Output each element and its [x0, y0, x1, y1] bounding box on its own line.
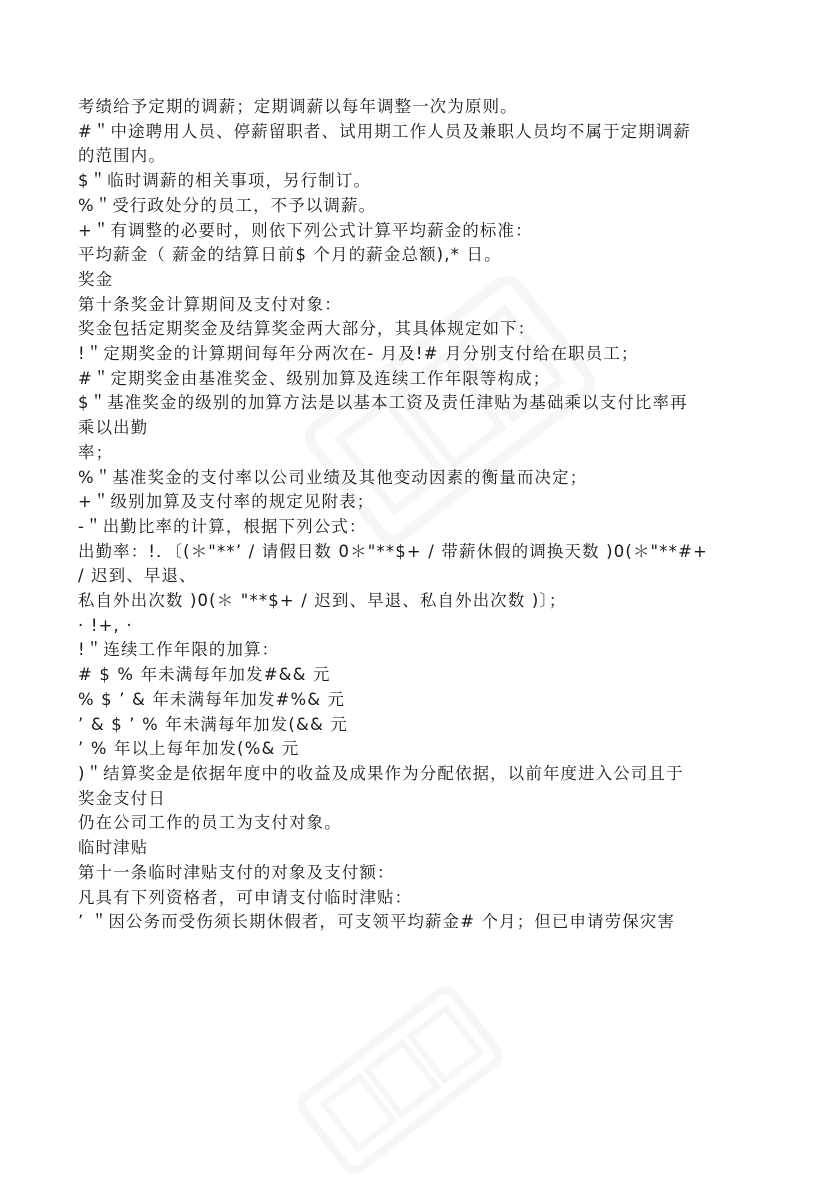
article-heading: 第十条奖金计算期间及支付对象： [78, 294, 342, 314]
text-line: %＂受行政处分的员工，不予以调薪。 [78, 195, 377, 215]
formula-line: 出勤率：!．〔(＊"**’ / 请假日数 0＊"**$+ / 带薪休假的调换天数 )0(＊"**#+ [78, 541, 708, 561]
document-body [78, 95, 758, 935]
text-line: )＂结算奖金是依据年度中的收益及成果作为分配依据，以前年度进入公司且于 [78, 763, 684, 783]
text-line: 凡具有下列资格者，可申请支付临时津贴： [78, 887, 413, 907]
text-line: 的范围内。 [78, 146, 166, 166]
section-heading: 临时津贴 [78, 838, 149, 858]
text-line: 乘以出勤 [78, 418, 149, 438]
text-line: 仍在公司工作的员工为支付对象。 [78, 813, 342, 833]
text-line: %＂基准奖金的支付率以公司业绩及其他变动因素的衡量而决定； [78, 467, 588, 487]
article-heading: 第十一条临时津贴支付的对象及支付额： [78, 862, 395, 882]
formula-line: / 迟到、早退、 [78, 566, 197, 586]
text-line: !＂连续工作年限的加算： [78, 640, 280, 660]
text-line: !＂定期奖金的计算期间每年分两次在- 月及!# 月分别支付给在职员工； [78, 344, 639, 364]
text-line: 考绩给予定期的调薪；定期调薪以每年调整一次为原则。 [78, 97, 518, 116]
text-line: #＂定期奖金由基准奖金、级别加算及连续工作年限等构成； [78, 368, 551, 388]
text-line: +＂有调整的必要时，则依下列公式计算平均薪金的标准： [78, 220, 533, 240]
text-line: ’ % 年以上每年加发(%& 元 [78, 739, 300, 759]
text-line: % $ ’ & 年未满每年加发#%& 元 [78, 689, 346, 709]
watermark-seal-icon [270, 957, 530, 1203]
section-heading: 奖金 [78, 269, 114, 289]
text-line: $＂基准奖金的级别的加算方法是以基本工资及责任津贴为基础乘以支付比率再 [78, 393, 688, 413]
text-line: 平均薪金（ 薪金的结算日前$ 个月的薪金总额),* 日。 [78, 245, 502, 265]
text-line: # $ % 年未满每年加发#&& 元 [78, 665, 331, 685]
formula-line: 私自外出次数 )0(＊ "**$+ / 迟到、早退、私自外出次数 )〕； [78, 591, 567, 611]
page-number: · !+, · [78, 615, 133, 635]
text-line: 奖金支付日 [78, 788, 166, 808]
text-line: ’ & $ ’ % 年未满每年加发(&& 元 [78, 714, 348, 734]
text-line: $＂临时调薪的相关事项，另行制订。 [78, 171, 372, 191]
text-line: ’ ＂因公务而受伤须长期休假者，可支领平均薪金# 个月；但已申请劳保灾害 [78, 912, 676, 932]
text-line: +＂级别加算及支付率的规定见附表； [78, 492, 375, 512]
text-line: #＂中途聘用人员、停薪留职者、试用期工作人员及兼职人员均不属于定期调薪 [78, 121, 692, 141]
text-line: -＂出勤比率的计算，根据下列公式： [78, 516, 367, 536]
text-line: 率； [78, 442, 114, 462]
text-line: 奖金包括定期奖金及结算奖金两大部分，其具体规定如下： [78, 319, 536, 339]
